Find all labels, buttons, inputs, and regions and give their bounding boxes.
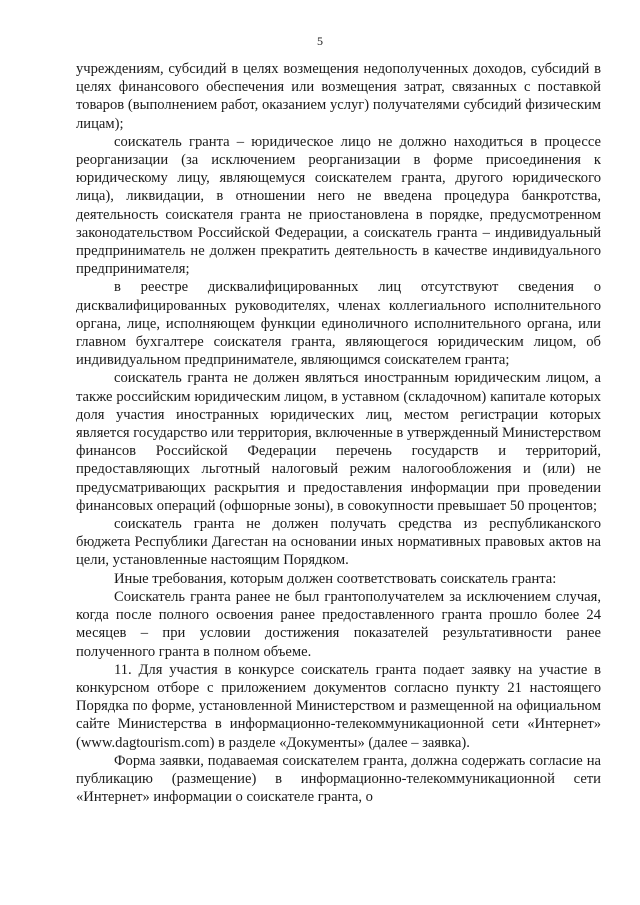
paragraph-no-other-funds: соискатель гранта не должен получать средства из республиканского бюджета Республики Дагестан на основании иных нормативных правовых актов на цели, установленные настоящим Порядком. xyxy=(76,516,601,569)
paragraph-no-foreign-entity: соискатель гранта не должен являться иностранным юридическим лицом, а также российским юридическим лицом, в уставном (складочном) капитале которых доля участия иностранных юридических лиц, местом регистрации которых является государство или территория, включенные в утвержденный Министерством финансов Российской Федерации перечень государств и территорий, предоставляющих льготный налоговый режим налогообложения и (или) не предусматривающих раскрытия и предоставления информации при проведении финансовых операций (офшорные зоны), в совокупности превышает 50 процентов; xyxy=(76,370,601,514)
document-body xyxy=(76,60,601,806)
paragraph-subsidies-continuation: учреждениям, субсидий в целях возмещения недополученных доходов, субсидий в целях финансового обеспечения или возмещения затрат, связанных с поставкой товаров (выполнением работ, оказанием услуг) получателями субсидий физическим лицам); xyxy=(76,61,601,132)
paragraph-disqualified-registry: в реестре дисквалифицированных лиц отсутствуют сведения о дисквалифицированных руководителях, членах коллегиального исполнительного органа, лице, исполняющем функции единоличного исполнительного органа, или главном бухгалтере соискателя гранта, являющегося юридическим лицом, об индивидуальном предпринимателе, являющимся соискателем гранта; xyxy=(76,279,601,369)
paragraph-previous-grant: Соискатель гранта ранее не был грантополучателем за исключением случая, когда после полного освоения ранее предоставленного гранта прошло более 24 месяцев – при условии достижения показателей результативности ранее полученного гранта в полном объеме. xyxy=(76,588,601,660)
page-number: 5 xyxy=(317,34,323,48)
paragraph-item-11-application: 11. Для участия в конкурсе соискатель гранта подает заявку на участие в конкурсном отборе с приложением документов согласно пункту 21 настоящего Порядка по форме, установленной Министерством и размещенной на официальном сайте Министерства в информационно-телекоммуникационной сети «Интернет» (www.dagtourism.com) в разделе «Документы» (далее – заявка). xyxy=(76,661,601,751)
paragraph-application-form: Форма заявки, подаваемая соискателем гранта, должна содержать согласие на публикацию (размещение) в информационно-телекоммуникационной сети «Интернет» информации о соискателе гранта, о xyxy=(76,752,601,806)
paragraph-no-reorganization: соискатель гранта – юридическое лицо не должно находиться в процессе реорганизации (за исключением реорганизации в форме присоединения к юридическому лицу, являющемуся соискателем гранта, другого юридического лица), ликвидации, в отношении него не введена процедура банкротства, деятельность соискателя гранта не приостановлена в порядке, предусмотренном законодательством Российской Федерации, а соискатель гранта – индивидуальный предприниматель не должен прекратить деятельность в качестве индивидуального предпринимателя; xyxy=(76,133,601,278)
paragraph-other-requirements: Иные требования, которым должен соответствовать соискатель гранта: xyxy=(114,570,557,587)
